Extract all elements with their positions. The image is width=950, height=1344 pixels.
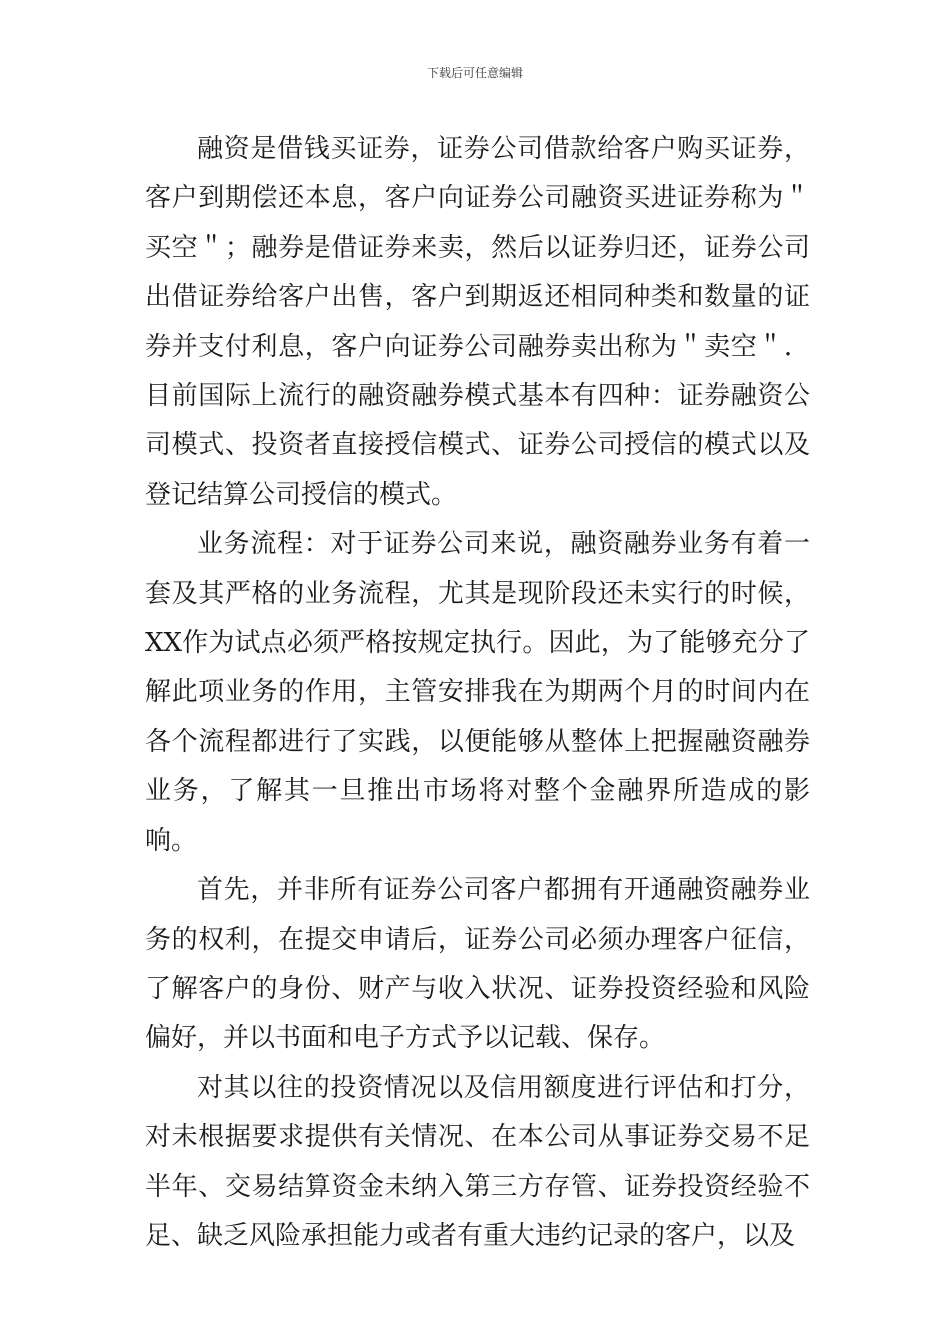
paragraph: 对其以往的投资情况以及信用额度进行评估和打分，对未根据要求提供有关情况、在本公司从事证券交易不足半年、交易结算资金未纳入第三方存管、证券投资经验不足、缺乏风险承担能力或者有重大违约记录的客户，以及 [145,1072,810,1251]
paragraph: 融资是借钱买证券，证券公司借款给客户购买证券，客户到期偿还本息，客户向证券公司融资买进证券称为＂买空＂；融券是借证券来卖，然后以证券归还，证券公司出借证券给客户出售，客户到期返还相同种类和数量的证券并支付利息，客户向证券公司融券卖出称为＂卖空＂．目前国际上流行的融资融券模式基本有四种：证券融资公司模式、投资者直接授信模式、证券公司授信的模式以及登记结算公司授信的模式。 [145,134,810,510]
document-body [145,125,810,1261]
page-header: 下载后可任意编辑 [426,66,523,80]
paragraph: 首先，并非所有证券公司客户都拥有开通融资融券业务的权利，在提交申请后，证券公司必须办理客户征信，了解客户的身份、财产与收入状况、证券投资经验和风险偏好，并以书面和电子方式予以记载、保存。 [145,875,810,1054]
paragraph: 业务流程：对于证券公司来说，融资融券业务有着一套及其严格的业务流程，尤其是现阶段还未实行的时候，XX作为试点必须严格按规定执行。因此，为了能够充分了解此项业务的作用，主管安排我在为期两个月的时间内在各个流程都进行了实践，以便能够从整体上把握融资融券业务，了解其一旦推出市场将对整个金融界所造成的影响。 [145,529,810,856]
